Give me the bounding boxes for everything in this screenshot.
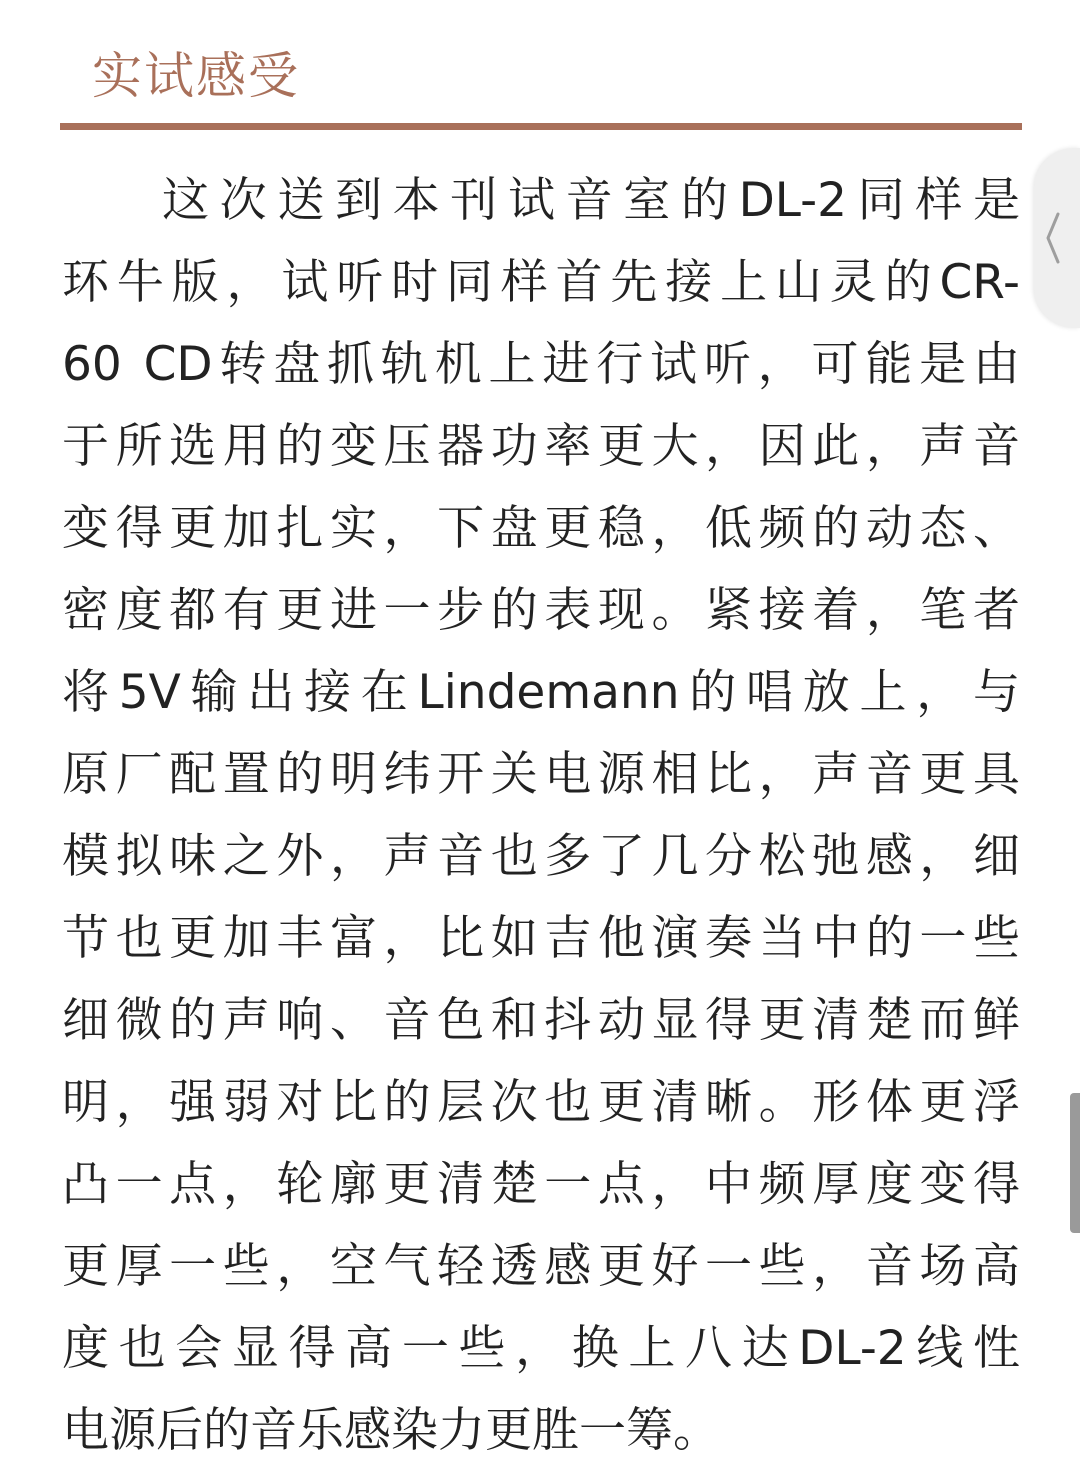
article-line: 原厂配置的明纬开关电源相比，声音更具 — [62, 747, 1020, 802]
article-line: 度也会显得高一些，换上八达DL-2线性 — [62, 1321, 1020, 1376]
article-line: 将5V输出接在Lindemann的唱放上，与 — [62, 665, 1020, 720]
article-line: 这次送到本刊试音室的DL-2同样是 — [162, 173, 1020, 228]
article-line: 环牛版，试听时同样首先接上山灵的CR- — [62, 255, 1020, 310]
article-line: 细微的声响、音色和抖动显得更清楚而鲜 — [62, 993, 1020, 1048]
chevron-left-icon — [1042, 210, 1064, 266]
article-line: 凸一点，轮廓更清楚一点，中频厚度变得 — [62, 1157, 1020, 1212]
title-divider — [60, 123, 1022, 130]
section-title: 实试感受 — [92, 47, 300, 105]
article-line: 模拟味之外，声音也多了几分松弛感，细 — [62, 829, 1020, 884]
article-line: 60 CD转盘抓轨机上进行试听，可能是由 — [62, 337, 1020, 392]
article-line: 于所选用的变压器功率更大，因此，声音 — [62, 419, 1020, 474]
article-line: 电源后的音乐感染力更胜一筹。 — [62, 1403, 720, 1458]
article-line: 密度都有更进一步的表现。紧接着，笔者 — [62, 583, 1020, 638]
article-line: 明，强弱对比的层次也更清晰。形体更浮 — [62, 1075, 1020, 1130]
article-line: 变得更加扎实，下盘更稳，低频的动态、 — [62, 501, 1020, 556]
side-drawer-handle[interactable] — [1034, 148, 1080, 328]
article-line: 更厚一些，空气轻透感更好一些，音场高 — [62, 1239, 1020, 1294]
scrollbar-thumb[interactable] — [1070, 1093, 1080, 1233]
article-line: 节也更加丰富，比如吉他演奏当中的一些 — [62, 911, 1020, 966]
article-body — [62, 160, 1020, 1472]
